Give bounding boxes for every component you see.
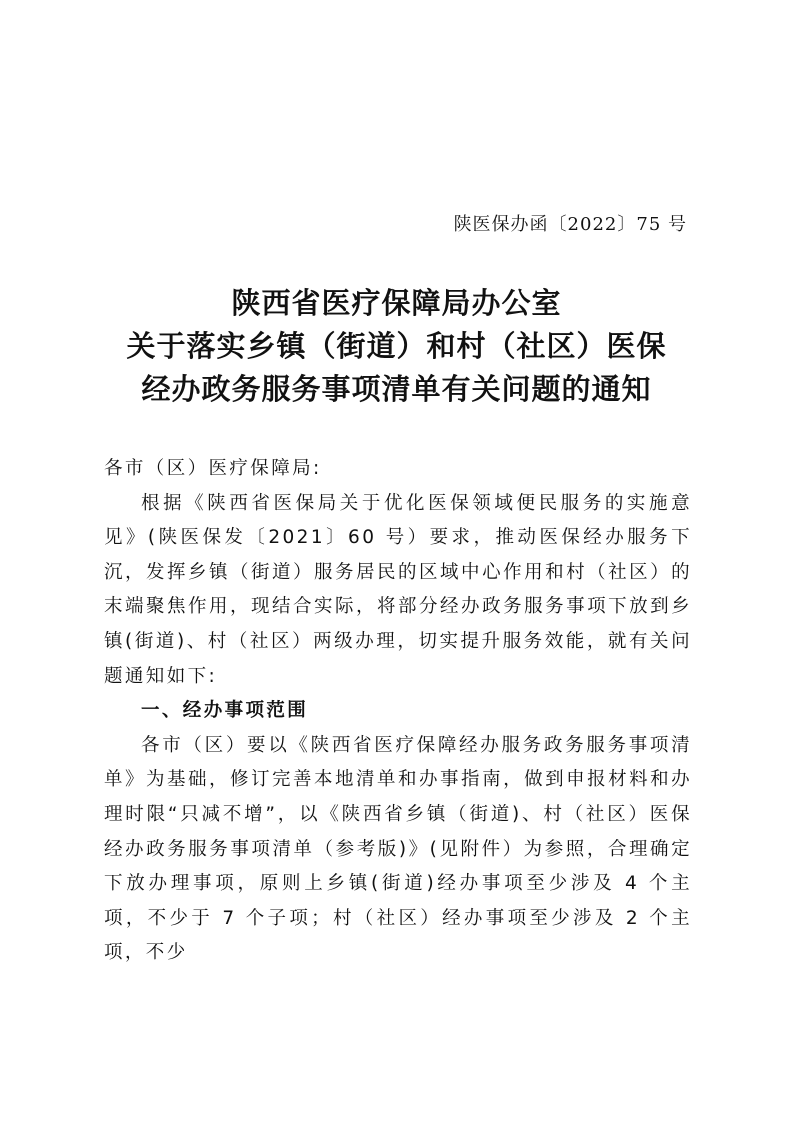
document-title: [0, 282, 793, 411]
salutation: 各市（区）医疗保障局:: [104, 458, 322, 479]
document-body: [104, 452, 692, 971]
title-line-2: 关于落实乡镇（街道）和村（社区）医保: [126, 329, 667, 363]
section-heading-scope: 一、经办事项范围: [141, 700, 309, 722]
document-number: 陕医保办函〔2022〕75 号: [453, 214, 687, 235]
paragraph-intro: 根据《陕西省医保局关于优化医保领域便民服务的实施意见》(陕医保发〔2021〕60 号）要求，推动医保经办服务下沉，发挥乡镇（街道）服务居民的区域中心作用和村（社区）的末端聚焦作用，现结合实际，将部分经办政务服务事项下放到乡镇(街道)、村（社区）两级办理，切实提升服务效能，就有关问题通知如下:: [104, 492, 692, 687]
title-line-1: 陕西省医疗保障局办公室: [231, 286, 562, 320]
paragraph-scope: 各市（区）要以《陕西省医疗保障经办服务政务服务事项清单》为基础，修订完善本地清单和办事指南，做到申报材料和办理时限“只减不增”，以《陕西省乡镇（街道)、村（社区）医保经办政务服务事项清单（参考版)》(见附件）为参照，合理确定下放办理事项，原则上乡镇(街道)经办事项至少涉及 4 个主项，不少于 7 个子项；村（社区）经办事项至少涉及 2 个主项，不少: [104, 734, 692, 964]
title-line-3: 经办政务服务事项清单有关问题的通知: [141, 372, 652, 406]
